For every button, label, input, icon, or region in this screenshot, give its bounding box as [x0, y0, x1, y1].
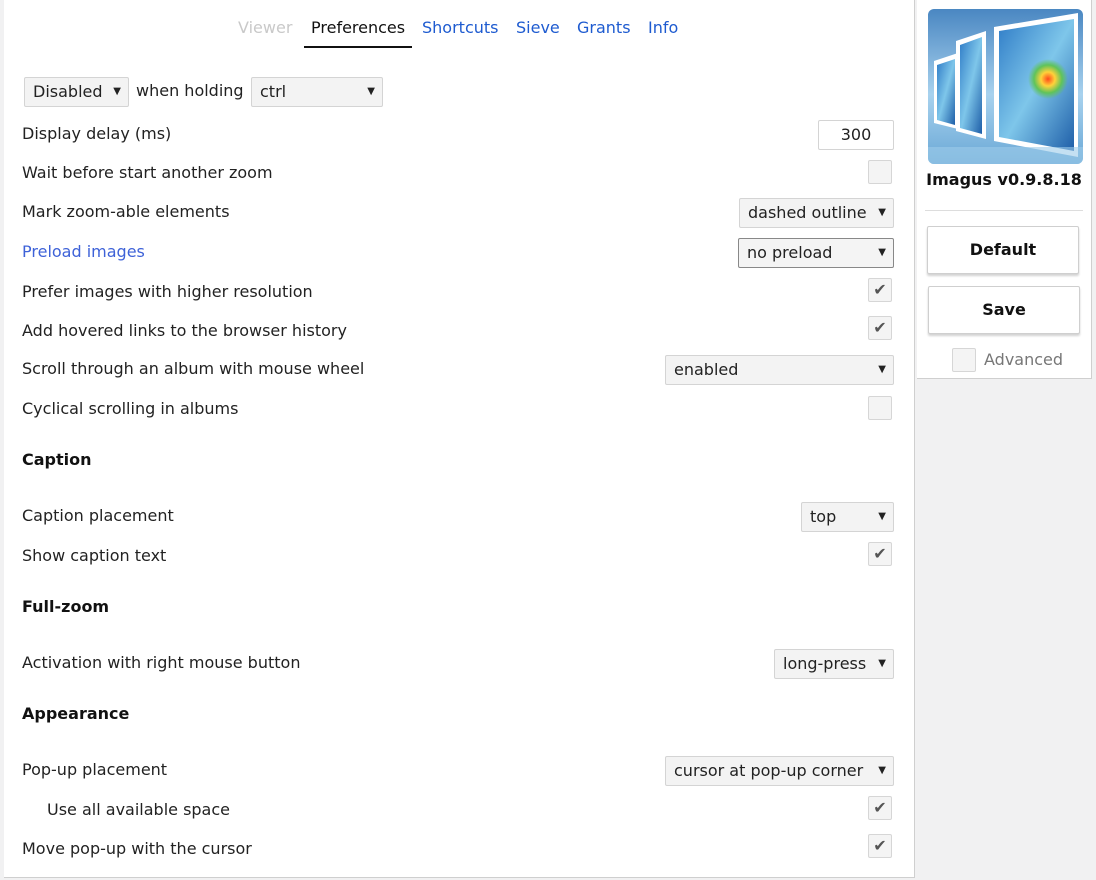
- cyclical-scroll-label: Cyclical scrolling in albums: [22, 399, 239, 418]
- hotkey-mode-select[interactable]: [24, 77, 129, 107]
- move-popup-checkbox[interactable]: ✔: [868, 834, 892, 858]
- album-scroll-value: enabled: [674, 360, 739, 379]
- sidebar: [917, 0, 1092, 379]
- caption-placement-select[interactable]: [801, 502, 894, 532]
- caption-heading: Caption: [22, 450, 92, 469]
- prefer-hires-checkbox[interactable]: ✔: [868, 278, 892, 302]
- default-button[interactable]: Default: [927, 226, 1079, 274]
- activation-value: long-press: [783, 654, 867, 673]
- wait-zoom-checkbox[interactable]: [868, 160, 892, 184]
- display-delay-label: Display delay (ms): [22, 124, 172, 143]
- hotkey-key-value: ctrl: [260, 82, 287, 101]
- preload-images-value: no preload: [747, 243, 833, 262]
- tab-grants[interactable]: Grants: [577, 18, 631, 37]
- fullzoom-heading: Full-zoom: [22, 597, 110, 616]
- caption-placement-value: top: [810, 507, 837, 526]
- appearance-heading: Appearance: [22, 704, 130, 723]
- hotkey-key-select[interactable]: [251, 77, 383, 107]
- chevron-down-icon: ▼: [113, 86, 121, 97]
- preferences-panel: [4, 0, 915, 878]
- chevron-down-icon: ▼: [878, 247, 886, 258]
- history-label: Add hovered links to the browser history: [22, 321, 347, 340]
- tab-bar: [4, 0, 914, 48]
- tab-sieve[interactable]: Sieve: [516, 18, 560, 37]
- use-space-label: Use all available space: [47, 800, 230, 819]
- activation-select[interactable]: [774, 649, 894, 679]
- prefer-hires-label: Prefer images with higher resolution: [22, 282, 313, 301]
- history-checkbox[interactable]: ✔: [868, 316, 892, 340]
- popup-placement-label: Pop-up placement: [22, 760, 168, 779]
- chevron-down-icon: ▼: [878, 511, 886, 522]
- mark-zoomable-value: dashed outline: [748, 203, 867, 222]
- show-caption-checkbox[interactable]: ✔: [868, 542, 892, 566]
- mark-zoomable-select[interactable]: [739, 198, 894, 228]
- advanced-checkbox[interactable]: [952, 348, 976, 372]
- sidebar-divider: [925, 210, 1083, 211]
- tab-shortcuts[interactable]: Shortcuts: [422, 18, 499, 37]
- chevron-down-icon: ▼: [878, 765, 886, 776]
- activation-label: Activation with right mouse button: [22, 653, 301, 672]
- chevron-down-icon: ▼: [878, 207, 886, 218]
- use-space-checkbox[interactable]: ✔: [868, 796, 892, 820]
- chevron-down-icon: ▼: [878, 364, 886, 375]
- popup-placement-value: cursor at pop-up corner: [674, 761, 864, 780]
- album-scroll-label: Scroll through an album with mouse wheel: [22, 359, 365, 378]
- show-caption-label: Show caption text: [22, 546, 167, 565]
- album-scroll-select[interactable]: [665, 355, 894, 385]
- chevron-down-icon: ▼: [878, 658, 886, 669]
- mark-zoomable-label: Mark zoom-able elements: [22, 202, 230, 221]
- tab-preferences[interactable]: Preferences: [311, 0, 405, 48]
- wait-zoom-label: Wait before start another zoom: [22, 163, 273, 182]
- chevron-down-icon: ▼: [367, 86, 375, 97]
- advanced-label: Advanced: [984, 350, 1064, 369]
- cyclical-scroll-checkbox[interactable]: [868, 396, 892, 420]
- tab-info[interactable]: Info: [648, 18, 679, 37]
- hotkey-mode-value: Disabled: [33, 82, 103, 101]
- popup-placement-select[interactable]: [665, 756, 894, 786]
- caption-placement-label: Caption placement: [22, 506, 174, 525]
- when-holding-label: when holding: [136, 81, 244, 100]
- preload-images-label: Preload images: [22, 242, 145, 261]
- tab-viewer: Viewer: [238, 18, 293, 37]
- imagus-logo: [928, 9, 1083, 164]
- display-delay-input[interactable]: 300: [818, 120, 894, 150]
- version-label: Imagus v0.9.8.18: [926, 170, 1082, 189]
- preload-images-select[interactable]: [738, 238, 894, 268]
- save-button[interactable]: Save: [928, 286, 1080, 334]
- move-popup-label: Move pop-up with the cursor: [22, 839, 252, 858]
